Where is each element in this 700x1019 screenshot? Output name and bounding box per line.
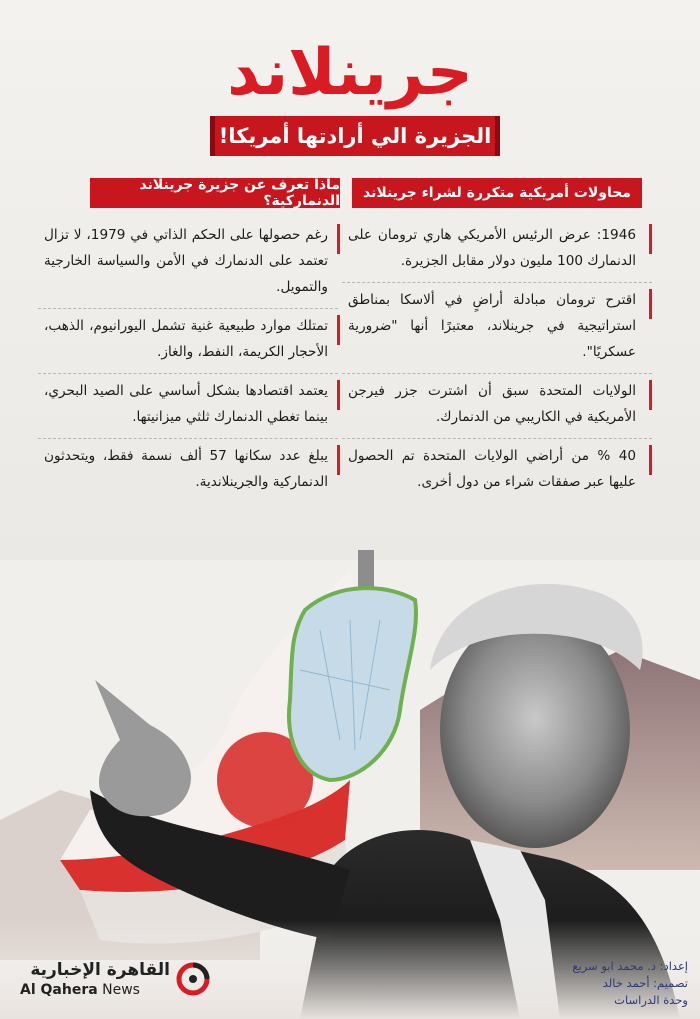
right-column-heading-banner: [352, 178, 642, 208]
logo-english-text: [20, 982, 140, 998]
logo-english-light: News: [102, 982, 140, 998]
credit-unit: وحدة الدراسات: [614, 993, 688, 1007]
credits: [528, 958, 688, 1009]
list-item: [38, 438, 338, 503]
bullet-marker: [649, 224, 652, 254]
brand-logo: [20, 958, 210, 1004]
bullet-marker: [337, 224, 340, 254]
list-item-text: رغم حصولها على الحكم الذاتي في 1979، لا تزال تعتمد على الدنمارك في الأمن والسياسة الخارجية والتمويل.: [44, 227, 328, 295]
bullet-marker: [649, 380, 652, 410]
illustration: [0, 540, 700, 1019]
left-column-heading: ماذا تعرف عن جزيرة جرينلاند الدنماركية؟: [139, 177, 340, 209]
credit-prepared-by: إعداد: د. محمد ابو سريع: [572, 959, 688, 973]
al-qahera-logo-icon: [176, 962, 210, 996]
bullet-marker: [649, 445, 652, 475]
left-column-heading-banner: [90, 178, 340, 208]
page-title: جرينلاند: [227, 36, 473, 110]
list-item: [38, 373, 338, 438]
left-column: [38, 218, 338, 503]
list-item-text: 40 % من أراضي الولايات المتحدة تم الحصول عليها عبر صفقات شراء من دول أخرى.: [348, 448, 636, 490]
subtitle: الجزيرة الي أرادتها أمريكا!: [218, 124, 492, 148]
logo-arabic-text: القاهرة الإخبارية: [30, 960, 170, 980]
list-item-text: يعتمد اقتصادها بشكل أساسي على الصيد البحري، بينما تغطي الدنمارك ثلثي ميزانيتها.: [44, 383, 328, 425]
list-item: [342, 373, 652, 438]
list-item-text: يبلغ عدد سكانها 57 ألف نسمة فقط، ويتحدثون الدنماركية والجرينلاندية.: [44, 448, 328, 490]
list-item: [342, 218, 652, 282]
bullet-marker: [337, 315, 340, 345]
right-column: [342, 218, 652, 503]
list-item: [38, 308, 338, 373]
greenland-map: [289, 588, 416, 780]
subtitle-banner: [210, 116, 500, 156]
list-item: [342, 438, 652, 503]
bullet-marker: [337, 445, 340, 475]
bullet-marker: [649, 289, 652, 319]
right-column-heading: محاولات أمريكية متكررة لشراء جرينلاند: [363, 185, 631, 201]
list-item-text: تمتلك موارد طبيعية غنية تشمل اليورانيوم، الذهب، الأحجار الكريمة، النفط، والغاز.: [44, 318, 328, 360]
list-item-text: 1946: عرض الرئيس الأمريكي هاري ترومان على الدنمارك 100 مليون دولار مقابل الجزيرة.: [348, 227, 636, 269]
list-item-text: اقترح ترومان مبادلة أراضٍ في ألاسكا بمناطق استراتيجية في جرينلاند، معتبرًا أنها "ضرورية عسكريًا".: [348, 292, 636, 360]
list-item: [38, 218, 338, 308]
logo-english-bold: Al Qahera: [20, 982, 98, 998]
bullet-marker: [337, 380, 340, 410]
list-item-text: الولايات المتحدة سبق أن اشترت جزر فيرجن الأمريكية في الكاريبي من الدنمارك.: [348, 383, 636, 425]
list-item: [342, 282, 652, 373]
credit-designed-by: تصميم: أحمد خالد: [602, 976, 688, 990]
